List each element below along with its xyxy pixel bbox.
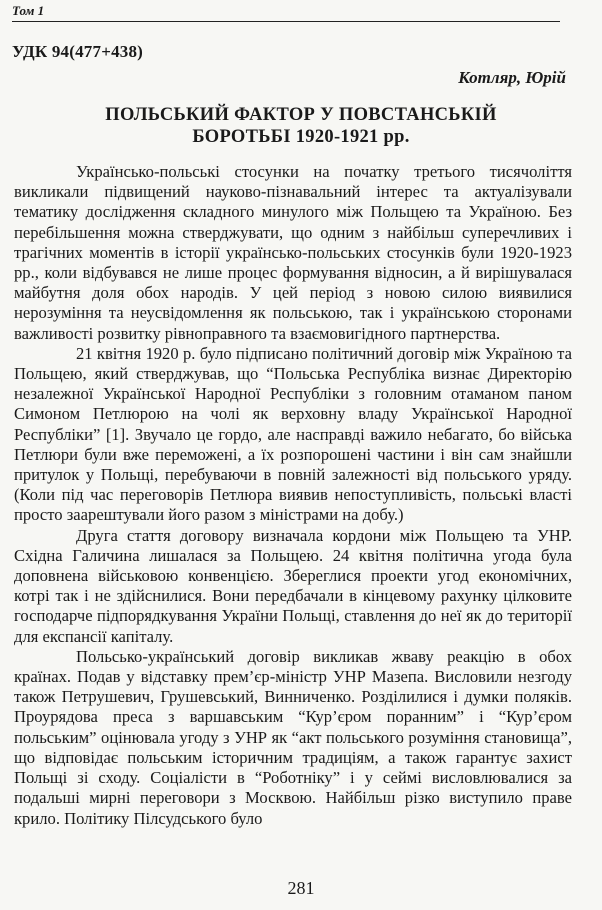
header-rule	[12, 21, 560, 22]
paragraph-1: Українсько-польські стосунки на початку третього тисячоліття викликали підвищений науково-пізнавальний інтерес та актуалізували тематику дослідження складного минулого між Польщею та Україною. Без перебільшення можна стверджувати, що одним з найбільш суперечливих і трагічних моментів в історії українсько-польських стосунків були 1920-1923 рр., коли відбувався не лише процес формування відносин, а й вирішувалася майбутня доля обох народів. У цей період з новою силою виявилися нерозуміння та неусвідомлення як польською, так і українською сторонами важливості розвитку рівноправного та взаємовигідного партнерства.	[14, 162, 572, 343]
author-name: Котляр, Юрій	[458, 68, 566, 87]
article-title	[0, 104, 602, 148]
udk-code: УДК 94(477+438)	[12, 42, 144, 61]
running-head: Том 1	[12, 3, 45, 18]
paragraph-4: Польсько-український договір викликав жваву реакцію в обох країнах. Подав у відставку прем’єр-міністр УНР Мазепа. Висловили незгоду також Петрушевич, Грушевський, Винниченко. Розділилися і думки поляків. Проурядова преса з варшавським “Кур’єром поранним” і “Кур’єром польським” оцінювала угоду з УНР як “акт польського розуміння становища”, що відповідає польським історичним традиціям, а також гарантує захист Польщі зі сходу. Соціалісти в “Роботніку” і у сеймі висловлювалися за подальші мирні переговори з Москвою. Найбільш різко виступило праве крило. Політику Пілсудського було	[14, 646, 572, 828]
paragraph-3: Друга стаття договору визначала кордони між Польщею та УНР. Східна Галичина лишалася за Польщею. 24 квітня політична угода була доповнена військовою конвенцією. Збереглися проекти угод економічних, котрі так і не здійснилися. Вони передбачали в кінцевому рахунку цілковите господарче підпорядкування України Польщі, ставлення до неї як до території для експансії капіталу.	[14, 525, 572, 646]
article-body	[14, 162, 572, 829]
page-number: 281	[287, 878, 315, 898]
title-line-1: ПОЛЬСЬКИЙ ФАКТОР У ПОВСТАНСЬКІЙ	[105, 105, 497, 125]
title-line-2: БОРОТЬБІ 1920-1921 рр.	[192, 127, 410, 147]
paragraph-2: 21 квітня 1920 р. було підписано політичний договір між Україною та Польщею, який стверджував, що “Польська Республіка визнає Директорію незалежної Української Народної Республіки з головним отаманом паном Симоном Петлюрою на чолі як верховну владу Української Народної Республіки” [1]. Звучало це гордо, але насправді важило небагато, бо війська Петлюри були вже переможені, а їх розпорошені частини і він сам знайшли притулок у Польщі, перебуваючи в повній залежності від польського уряду. (Коли під час переговорів Петлюра виявив непоступливість, польські власті просто заарештували його разом з міністрами на добу.)	[14, 343, 572, 525]
